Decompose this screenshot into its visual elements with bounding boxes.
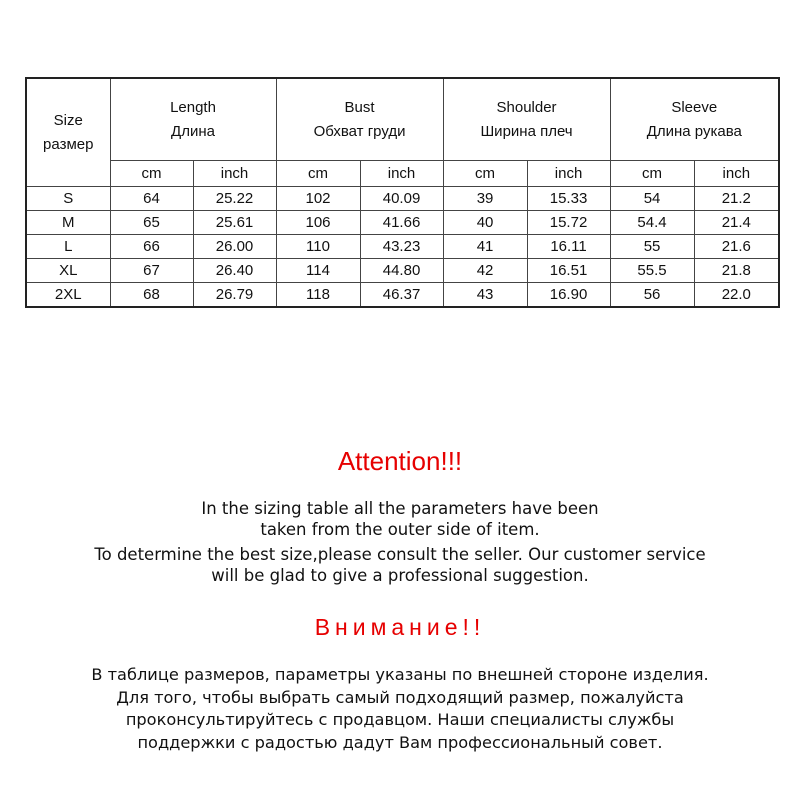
notice-line: Для того, чтобы выбрать самый подходящий размер, пожалуйста [116,687,684,707]
notice-line: taken from the outer side of item. [260,520,540,539]
table-cell: 26.00 [193,235,276,259]
size-table [25,77,780,308]
sleeve-header-en: Sleeve [671,98,718,116]
table-cell: 22.0 [694,283,779,308]
unit-cell: inch [360,161,443,187]
table-cell: 54.4 [610,211,694,235]
unit-cell: cm [276,161,360,187]
table-cell: 39 [443,187,527,211]
unit-cell: cm [110,161,193,187]
notice-line: In the sizing table all the parameters have been [201,499,599,518]
table-cell: 21.4 [694,211,779,235]
table-row [26,211,779,235]
table-cell: 43 [443,283,527,308]
table-cell: 26.40 [193,259,276,283]
table-cell: 21.8 [694,259,779,283]
notice-paragraph-en-1 [0,498,800,540]
table-cell: 44.80 [360,259,443,283]
table-cell: 21.2 [694,187,779,211]
sleeve-header-cell [610,78,779,161]
table-cell: 110 [276,235,360,259]
table-cell: 42 [443,259,527,283]
size-label-cell: L [26,235,110,259]
unit-cell: inch [527,161,610,187]
sleeve-header-ru: Длина рукава [646,122,742,140]
unit-cell: cm [443,161,527,187]
table-cell: 118 [276,283,360,308]
table-row [26,283,779,308]
bust-header-cell [276,78,443,161]
notice-paragraph-en-2 [0,544,800,586]
table-cell: 68 [110,283,193,308]
table-cell: 46.37 [360,283,443,308]
table-cell: 106 [276,211,360,235]
table-cell: 43.23 [360,235,443,259]
table-cell: 41.66 [360,211,443,235]
table-cell: 55.5 [610,259,694,283]
table-cell: 102 [276,187,360,211]
table-cell: 40 [443,211,527,235]
unit-cell: cm [610,161,694,187]
table-cell: 67 [110,259,193,283]
size-label-cell: S [26,187,110,211]
length-header-cell [110,78,276,161]
length-header-ru: Длина [171,122,215,140]
table-cell: 16.11 [527,235,610,259]
table-cell: 55 [610,235,694,259]
table-cell: 64 [110,187,193,211]
size-header-ru: размер [43,135,94,153]
shoulder-header-en: Shoulder [496,98,557,116]
table-row [26,235,779,259]
table-cell: 26.79 [193,283,276,308]
unit-cell: inch [193,161,276,187]
notice-line: поддержки с радостью дадут Вам профессиональный совет. [137,732,663,752]
table-cell: 16.51 [527,259,610,283]
size-header-cell [26,78,110,187]
notice-line: will be glad to give a professional suggestion. [211,566,589,585]
size-label-cell: M [26,211,110,235]
size-header-en: Size [53,111,83,129]
table-cell: 41 [443,235,527,259]
table-cell: 15.33 [527,187,610,211]
table-cell: 25.22 [193,187,276,211]
table-cell: 56 [610,283,694,308]
table-cell: 54 [610,187,694,211]
table-cell: 25.61 [193,211,276,235]
notice-paragraph-ru [0,664,800,754]
shoulder-header-ru: Ширина плеч [480,122,573,140]
table-cell: 21.6 [694,235,779,259]
table-cell: 40.09 [360,187,443,211]
attention-title-en: Attention!!! [337,446,463,476]
notice-line: To determine the best size,please consult the seller. Our customer service [94,545,706,564]
attention-title-ru: Внимание!! [314,614,486,640]
table-cell: 66 [110,235,193,259]
table-cell: 114 [276,259,360,283]
table-cell: 65 [110,211,193,235]
bust-header-ru: Обхват груди [313,122,406,140]
table-header-row [26,78,779,161]
table-row [26,187,779,211]
table-cell: 16.90 [527,283,610,308]
table-row [26,259,779,283]
size-label-cell: XL [26,259,110,283]
table-cell: 15.72 [527,211,610,235]
length-header-en: Length [170,98,216,116]
size-label-cell: 2XL [26,283,110,308]
table-unit-row [26,161,779,187]
shoulder-header-cell [443,78,610,161]
notice-line: В таблице размеров, параметры указаны по внешней стороне изделия. [91,665,709,684]
unit-cell: inch [694,161,779,187]
notice-line: проконсультируйтесь с продавцом. Наши специалисты службы [125,710,675,729]
bust-header-en: Bust [344,98,375,116]
